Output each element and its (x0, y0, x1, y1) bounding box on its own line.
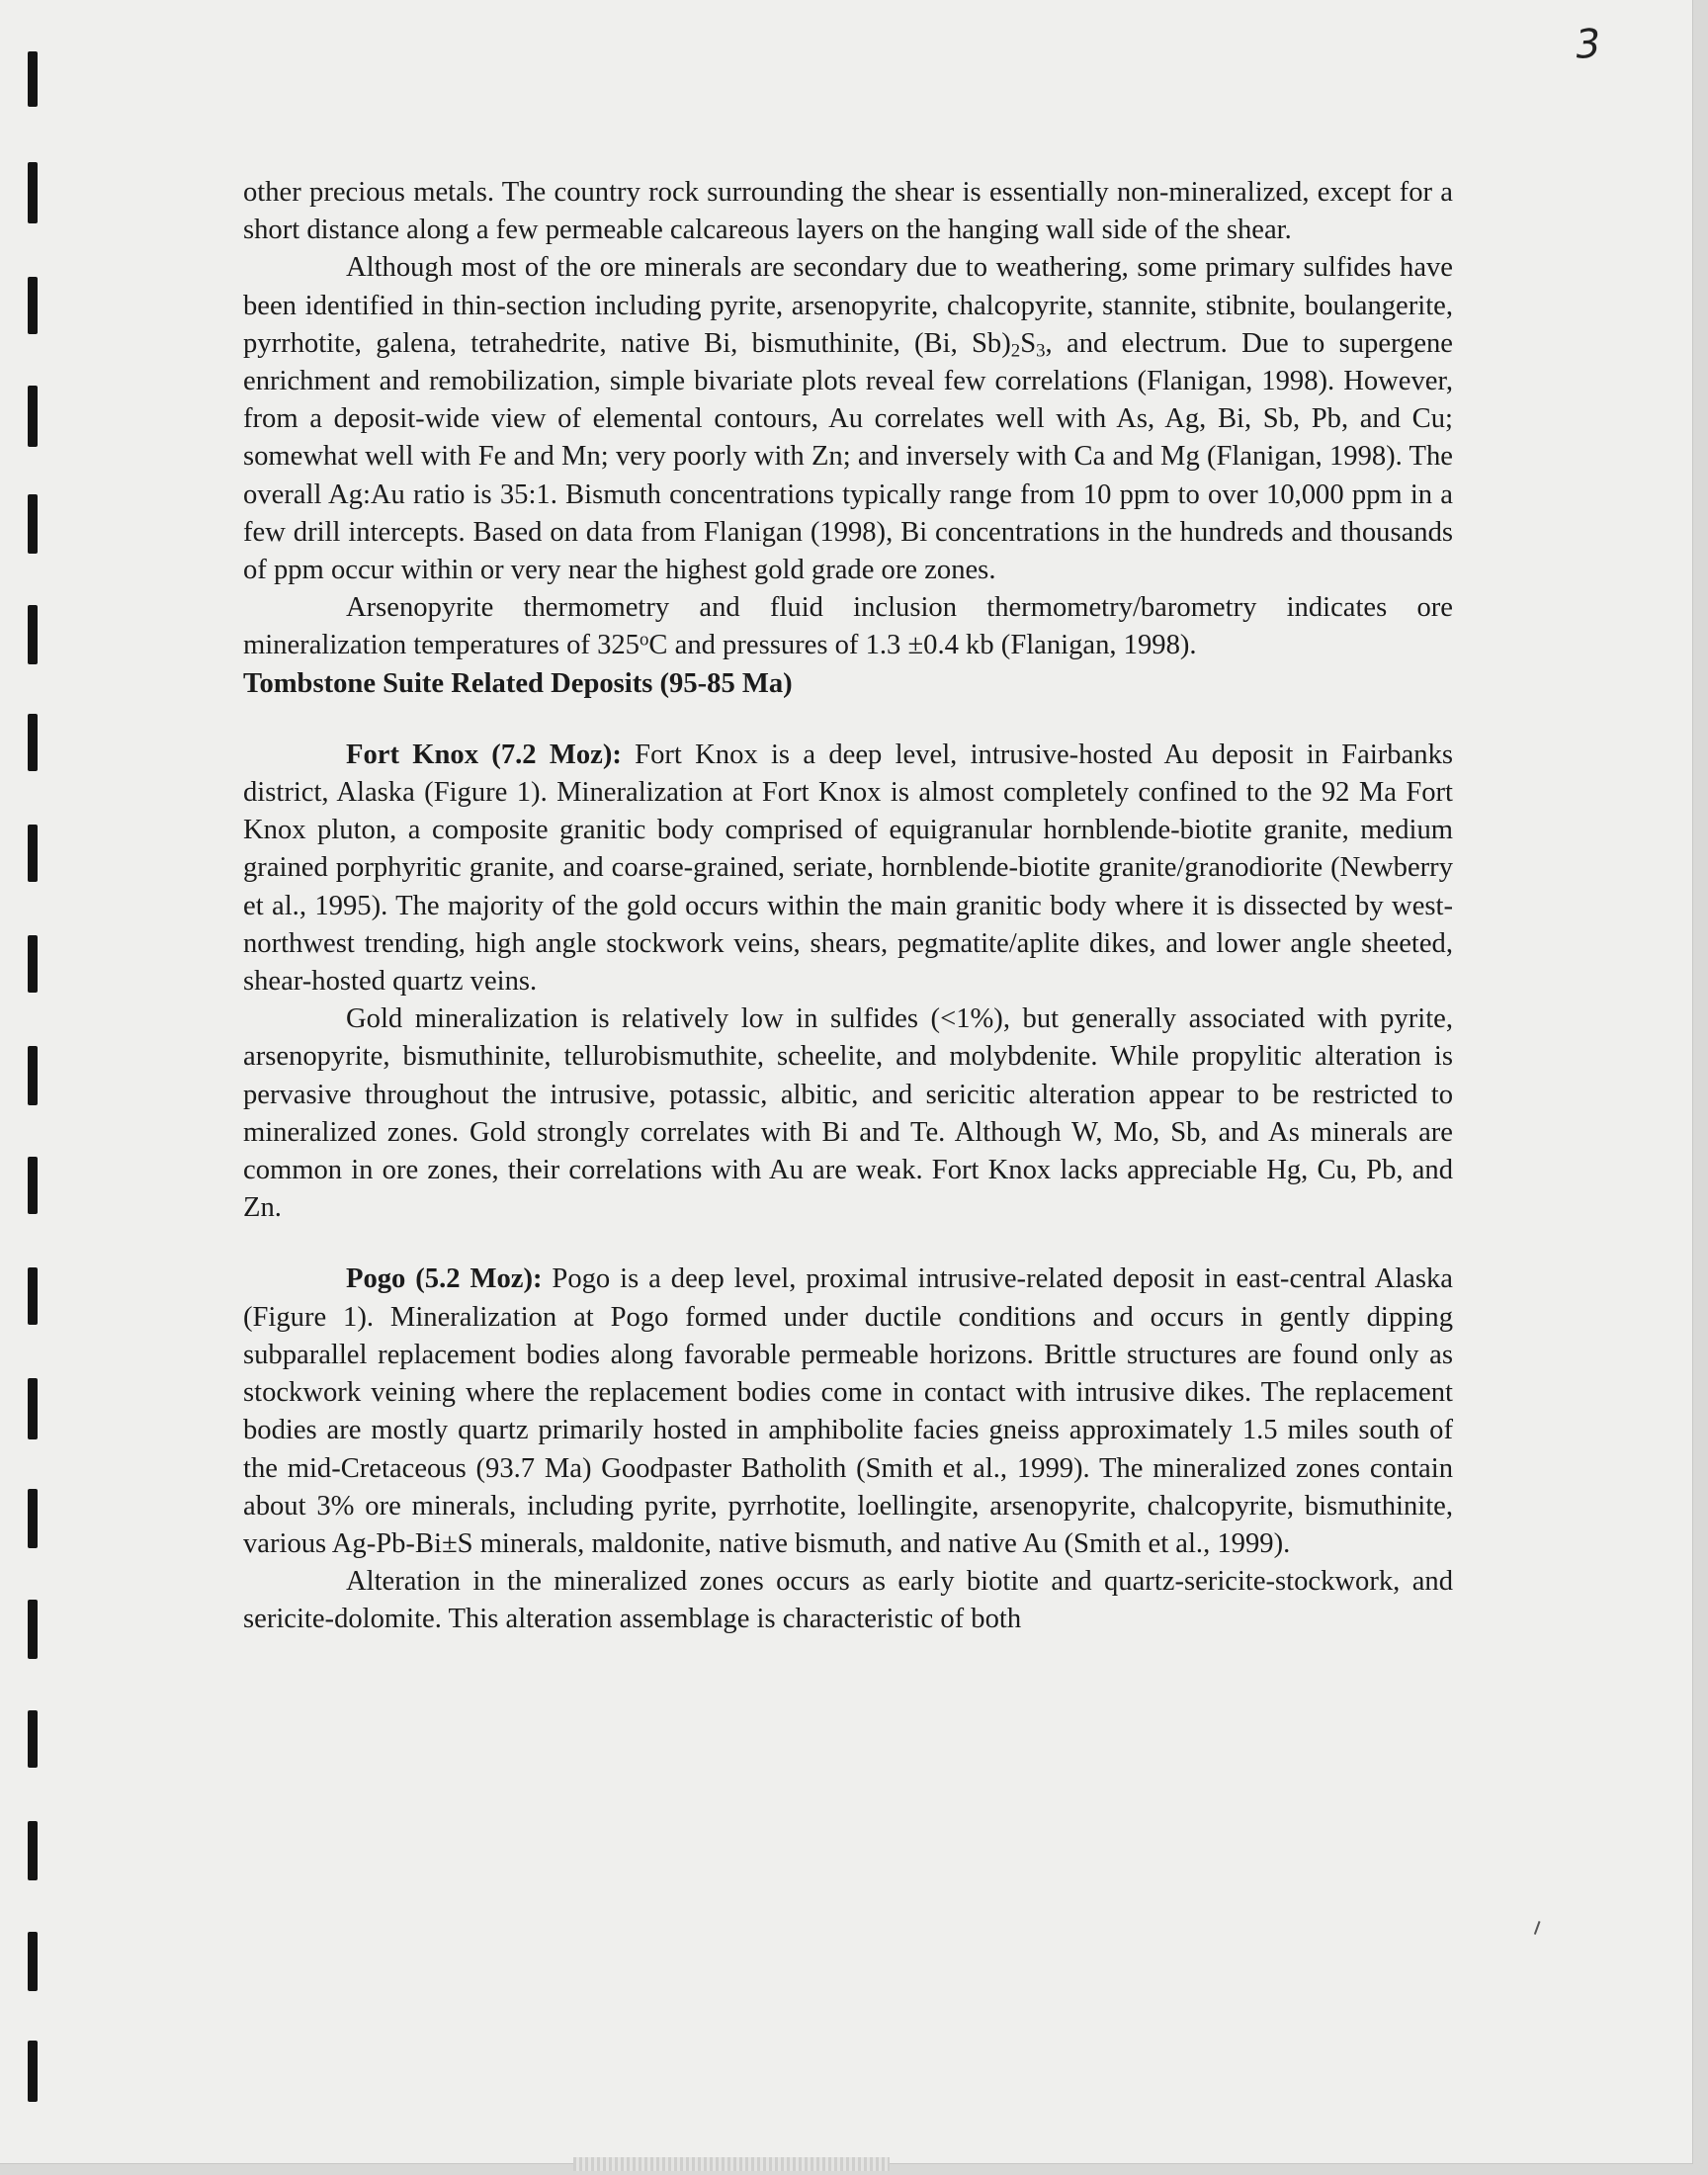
binder-hole (28, 935, 38, 993)
paragraph-alteration: Alteration in the mineralized zones occurs as early biotite and quartz-sericite-stockwork, and sericite-dolomite. This alteration assemblage is characteristic of both (243, 1566, 1453, 1635)
binder-hole (28, 714, 38, 771)
binder-hole (28, 2041, 38, 2102)
paragraph-text: Arsenopyrite thermometry and fluid inclusion thermometry/barometry indicates ore mineralization temperatures of 325 (243, 592, 1453, 661)
binder-hole (28, 605, 38, 664)
binder-hole (28, 1489, 38, 1548)
scan-edge-artifact (573, 2157, 890, 2171)
paragraph-ore-minerals (243, 249, 1453, 589)
paragraph-text: Although most of the ore minerals are secondary due to weathering, some primary sulfides have been identified in thin-section including pyrite, arsenopyrite, chalcopyrite, stannite, stibnite, boulangerite, pyrrhotite, galena, tetrahedrite, native Bi, bismuthinite, (Bi, Sb) (243, 252, 1453, 359)
stray-pen-mark (1534, 1921, 1546, 1937)
binder-hole (28, 1046, 38, 1105)
binder-hole (28, 494, 38, 554)
page-number: 3 (1574, 21, 1603, 68)
paragraph-fort-knox (243, 737, 1453, 1000)
document-body (243, 174, 1453, 1639)
subscript: 3 (1036, 340, 1046, 362)
binder-hole (28, 162, 38, 223)
superscript-degree: o (639, 629, 649, 651)
subscript: 2 (1010, 340, 1021, 362)
paragraph-pogo (243, 1261, 1453, 1563)
run-in-heading: Pogo (5.2 Moz): (346, 1263, 543, 1295)
binder-hole (28, 1378, 38, 1439)
paragraph-text: Pogo is a deep level, proximal intrusive-related deposit in east-central Alaska (Figure 1). Mineralization at Pogo formed under ductile conditions and occurs in gently dipping subparallel replacement bodies along favorable permeable horizons. Brittle structures are found only as stockwork veining where the replacement bodies come in contact with intrusive dikes. The replacement bodies are mostly quartz primarily hosted in amphibolite facies gneiss approximately 1.5 miles south of the mid-Cretaceous (93.7 Ma) Goodpaster Batholith (Smith et al., 1999). The mineralized zones contain about 3% ore minerals, including pyrite, pyrrhotite, loellingite, arsenopyrite, chalcopyrite, bismuthinite, various Ag-Pb-Bi±S minerals, maldonite, native bismuth, and native Au (Smith et al., 1999). (243, 1263, 1453, 1559)
paragraph-continuation: other precious metals. The country rock surrounding the shear is essentially non-mineralized, except for a short distance along a few permeable calcareous layers on the hanging wall side of the shear. (243, 177, 1453, 246)
section-heading: Tombstone Suite Related Deposits (95-85 Ma) (243, 667, 793, 699)
binder-hole (28, 51, 38, 107)
paragraph-gold-mineralization: Gold mineralization is relatively low in sulfides (<1%), but generally associated with pyrite, arsenopyrite, bismuthinite, tellurobismuthite, scheelite, and molybdenite. While propylitic alteration is pervasive throughout the intrusive, potassic, albitic, and sericitic alteration appear to be restricted to mineralized zones. Gold strongly correlates with Bi and Te. Although W, Mo, Sb, and As minerals are common in ore zones, their correlations with Au are weak. Fort Knox lacks appreciable Hg, Cu, Pb, and Zn. (243, 1003, 1453, 1224)
binder-hole (28, 386, 38, 447)
binder-hole (28, 1710, 38, 1768)
binder-holes (20, 0, 59, 2175)
binder-hole (28, 825, 38, 882)
paragraph-text: S (1020, 327, 1037, 359)
paragraph-text: , and electrum. Due to supergene enrichment and remobilization, simple bivariate plots reveal few correlations (Flanigan, 1998). However, from a deposit-wide view of elemental contours, Au correlates well with As, Ag, Bi, Sb, Pb, and Cu; somewhat well with Fe and Mn; very poorly with Zn; and inversely with Ca and Mg (Flanigan, 1998). The overall Ag:Au ratio is 35:1. Bismuth concentrations typically range from 10 ppm to over 10,000 ppm in a few drill intercepts. Based on data from Flanigan (1998), Bi concentrations in the hundreds and thousands of ppm occur within or very near the highest gold grade ore zones. (243, 327, 1453, 586)
run-in-heading: Fort Knox (7.2 Moz): (346, 739, 622, 770)
binder-hole (28, 1267, 38, 1325)
binder-hole (28, 1821, 38, 1880)
binder-hole (28, 1932, 38, 1991)
paragraph-text: Fort Knox is a deep level, intrusive-hosted Au deposit in Fairbanks district, Alaska (Figure 1). Mineralization at Fort Knox is almost completely confined to the 92 Ma Fort Knox pluton, a composite granitic body comprised of equigranular hornblende-biotite granite, medium grained porphyritic granite, and coarse-grained, seriate, hornblende-biotite granite/granodiorite (Newberry et al., 1995). The majority of the gold occurs within the main granitic body where it is dissected by west-northwest trending, high angle stockwork veins, shears, pegmatite/aplite dikes, and lower angle sheeted, shear-hosted quartz veins. (243, 739, 1453, 998)
binder-hole (28, 1157, 38, 1214)
binder-hole (28, 277, 38, 334)
paragraph-text: C and pressures of 1.3 ±0.4 kb (Flanigan, 1998). (648, 630, 1197, 661)
binder-hole (28, 1600, 38, 1659)
paragraph-thermometry (243, 589, 1453, 664)
